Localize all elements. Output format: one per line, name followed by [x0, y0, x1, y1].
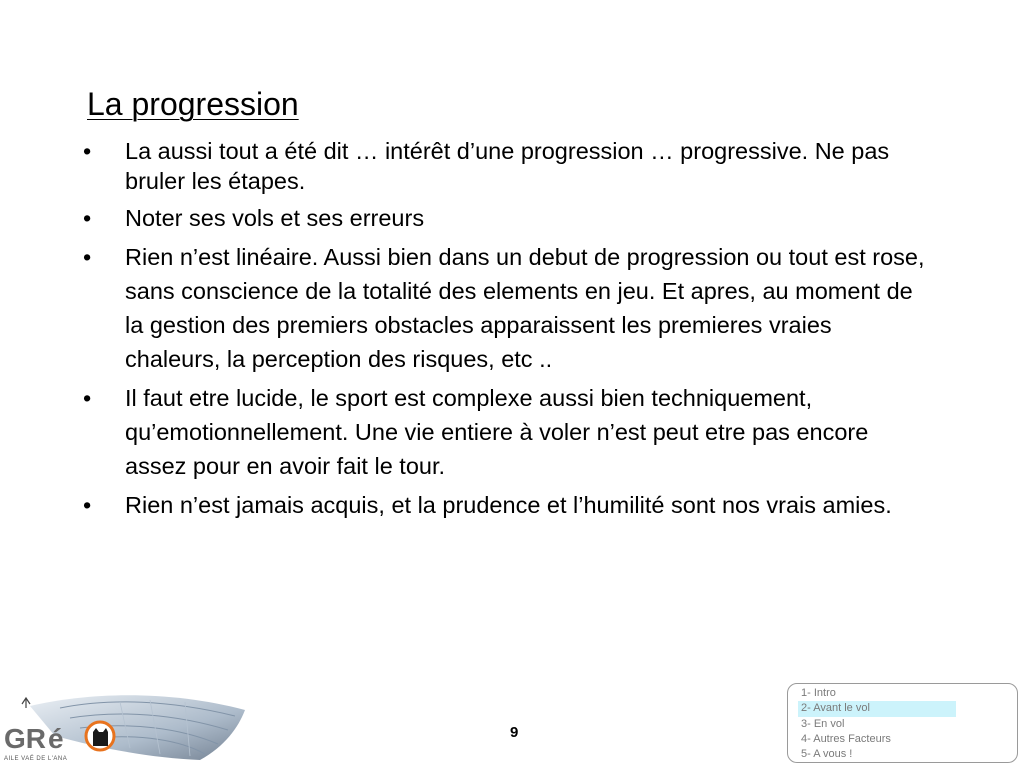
nav-item-autres-facteurs[interactable]: 4- Autres Facteurs [801, 732, 891, 745]
bullet-marker: • [83, 205, 92, 231]
bullet-text: Rien n’est jamais acquis, et la prudence et l’humilité sont nos vrais amies. [125, 492, 892, 518]
bullet-text: La aussi tout a été dit … intérêt d’une progression … progressive. Ne pas bruler les étapes. [125, 138, 890, 194]
bullet-text: Rien n’est linéaire. Aussi bien dans un debut de progression ou tout est rose, sans conscience de la totalité des elements en jeu. Et apres, au moment de la gestion des premiers obstacles apparaissent les premieres vraies chaleurs, la perception des risques, etc .. [125, 244, 925, 372]
bullet-item [83, 381, 933, 483]
bullet-text: Noter ses vols et ses erreurs [125, 205, 425, 231]
paraglider-wing-logo-icon [0, 688, 250, 768]
bullet-marker: • [83, 244, 92, 270]
bullet-item [83, 240, 933, 376]
slide-title: La progression [87, 86, 299, 122]
nav-item-avant-le-vol[interactable]: 2- Avant le vol [798, 701, 956, 716]
nav-item-en-vol[interactable]: 3- En vol [801, 717, 845, 730]
bullet-marker: • [83, 492, 92, 518]
svg-text:AILE VAÉ DE L'ANA: AILE VAÉ DE L'ANA [4, 756, 68, 762]
bullet-marker: • [83, 138, 92, 164]
bullet-marker: • [83, 385, 92, 411]
nav-item-a-vous[interactable]: 5- A vous ! [801, 748, 853, 761]
bullet-item [83, 136, 933, 196]
bullet-text: Il faut etre lucide, le sport est complexe aussi bien techniquement, qu’emotionnellement. Une vie entiere à voler n’est peut etre pas encore assez pour en avoir fait le tour. [125, 385, 869, 479]
page-number: 9 [510, 724, 519, 741]
section-nav-panel [787, 683, 1018, 763]
svg-text:GR: GR [4, 723, 46, 754]
svg-text:é: é [48, 723, 64, 754]
bullet-item [83, 201, 933, 235]
logo [0, 688, 250, 768]
bullet-item [83, 488, 933, 522]
nav-item-intro[interactable]: 1- Intro [801, 687, 836, 699]
bullet-list [83, 136, 933, 527]
